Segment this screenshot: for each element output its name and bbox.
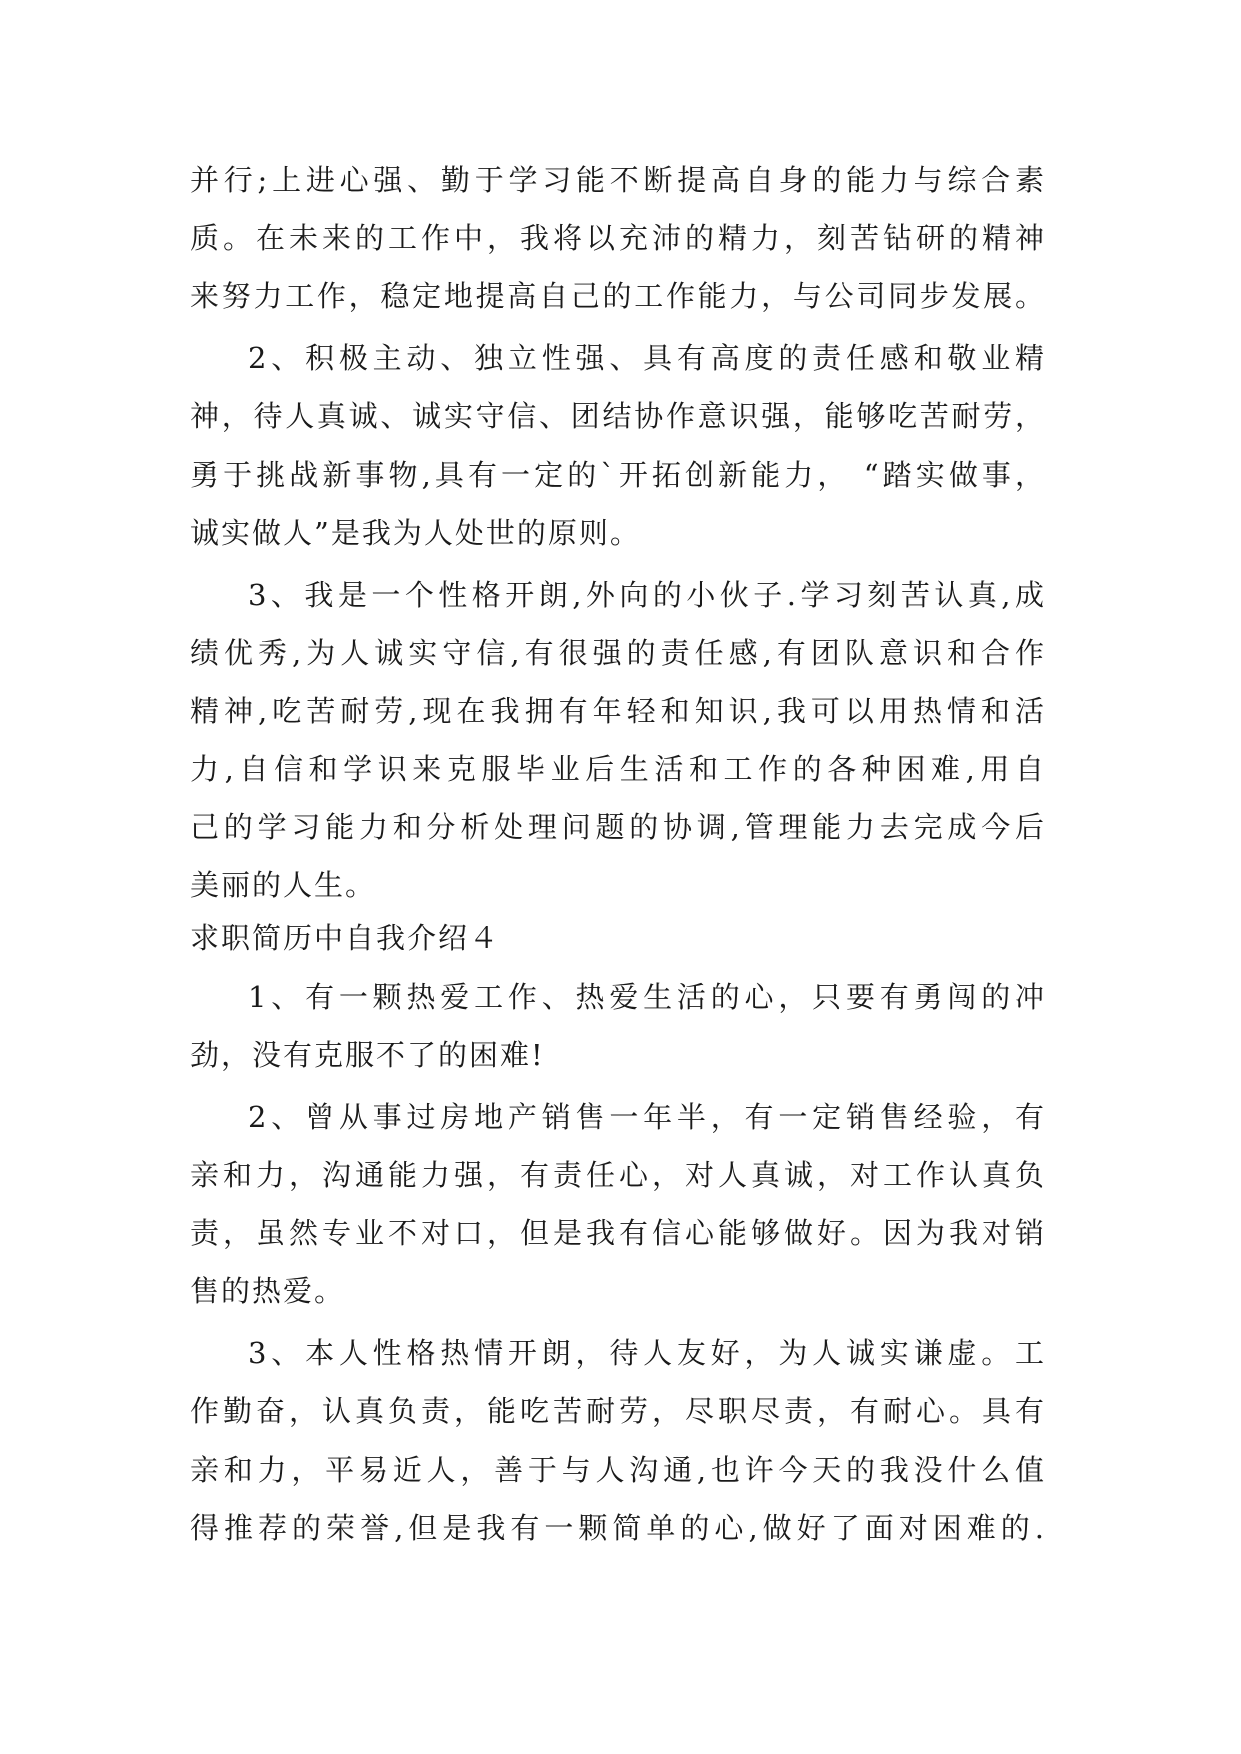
text-line: 劲，没有克服不了的困难!	[190, 1038, 545, 1072]
text-line: 亲和力，平易近人，善于与人沟通,也许今天的我没什么值	[190, 1453, 1046, 1487]
text-line: 勇于挑战新事物,具有一定的`开拓创新能力， “踏实做事，	[190, 458, 1046, 492]
text-line: 来努力工作，稳定地提高自己的工作能力，与公司同步发展。	[190, 279, 1046, 313]
text-line: 2、曾从事过房地产销售一年半，有一定销售经验，有	[248, 1100, 1046, 1134]
text-line: 得推荐的荣誉,但是我有一颗简单的心,做好了面对困难的.	[190, 1511, 1046, 1545]
text-line: 力,自信和学识来克服毕业后生活和工作的各种困难,用自	[190, 752, 1046, 786]
text-line: 3、我是一个性格开朗,外向的小伙子.学习刻苦认真,成	[248, 578, 1046, 612]
text-line: 美丽的人生。	[190, 868, 377, 902]
text-line: 质。在未来的工作中，我将以充沛的精力，刻苦钻研的精神	[190, 221, 1046, 255]
section-heading: 求职简历中自我介绍４	[190, 921, 501, 955]
text-line: 2、积极主动、独立性强、具有高度的责任感和敬业精	[248, 341, 1046, 375]
text-line: 绩优秀,为人诚实守信,有很强的责任感,有团队意识和合作	[190, 636, 1046, 670]
text-line: 己的学习能力和分析处理问题的协调,管理能力去完成今后	[190, 810, 1046, 844]
text-line: 售的热爱。	[190, 1274, 346, 1308]
text-line: 3、本人性格热情开朗，待人友好，为人诚实谦虚。工	[248, 1336, 1046, 1370]
text-line: 1、有一颗热爱工作、热爱生活的心，只要有勇闯的冲	[248, 980, 1046, 1014]
text-line: 并行;上进心强、勤于学习能不断提高自身的能力与综合素	[190, 163, 1046, 197]
text-line: 神，待人真诚、诚实守信、团结协作意识强，能够吃苦耐劳，	[190, 399, 1046, 433]
text-line: 精神,吃苦耐劳,现在我拥有年轻和知识,我可以用热情和活	[190, 694, 1046, 728]
text-line: 诚实做人”是我为人处世的原则。	[190, 516, 641, 550]
text-line: 作勤奋，认真负责，能吃苦耐劳，尽职尽责，有耐心。具有	[190, 1394, 1046, 1428]
text-line: 亲和力，沟通能力强，有责任心，对人真诚，对工作认真负	[190, 1158, 1046, 1192]
text-line: 责，虽然专业不对口，但是我有信心能够做好。因为我对销	[190, 1216, 1046, 1250]
